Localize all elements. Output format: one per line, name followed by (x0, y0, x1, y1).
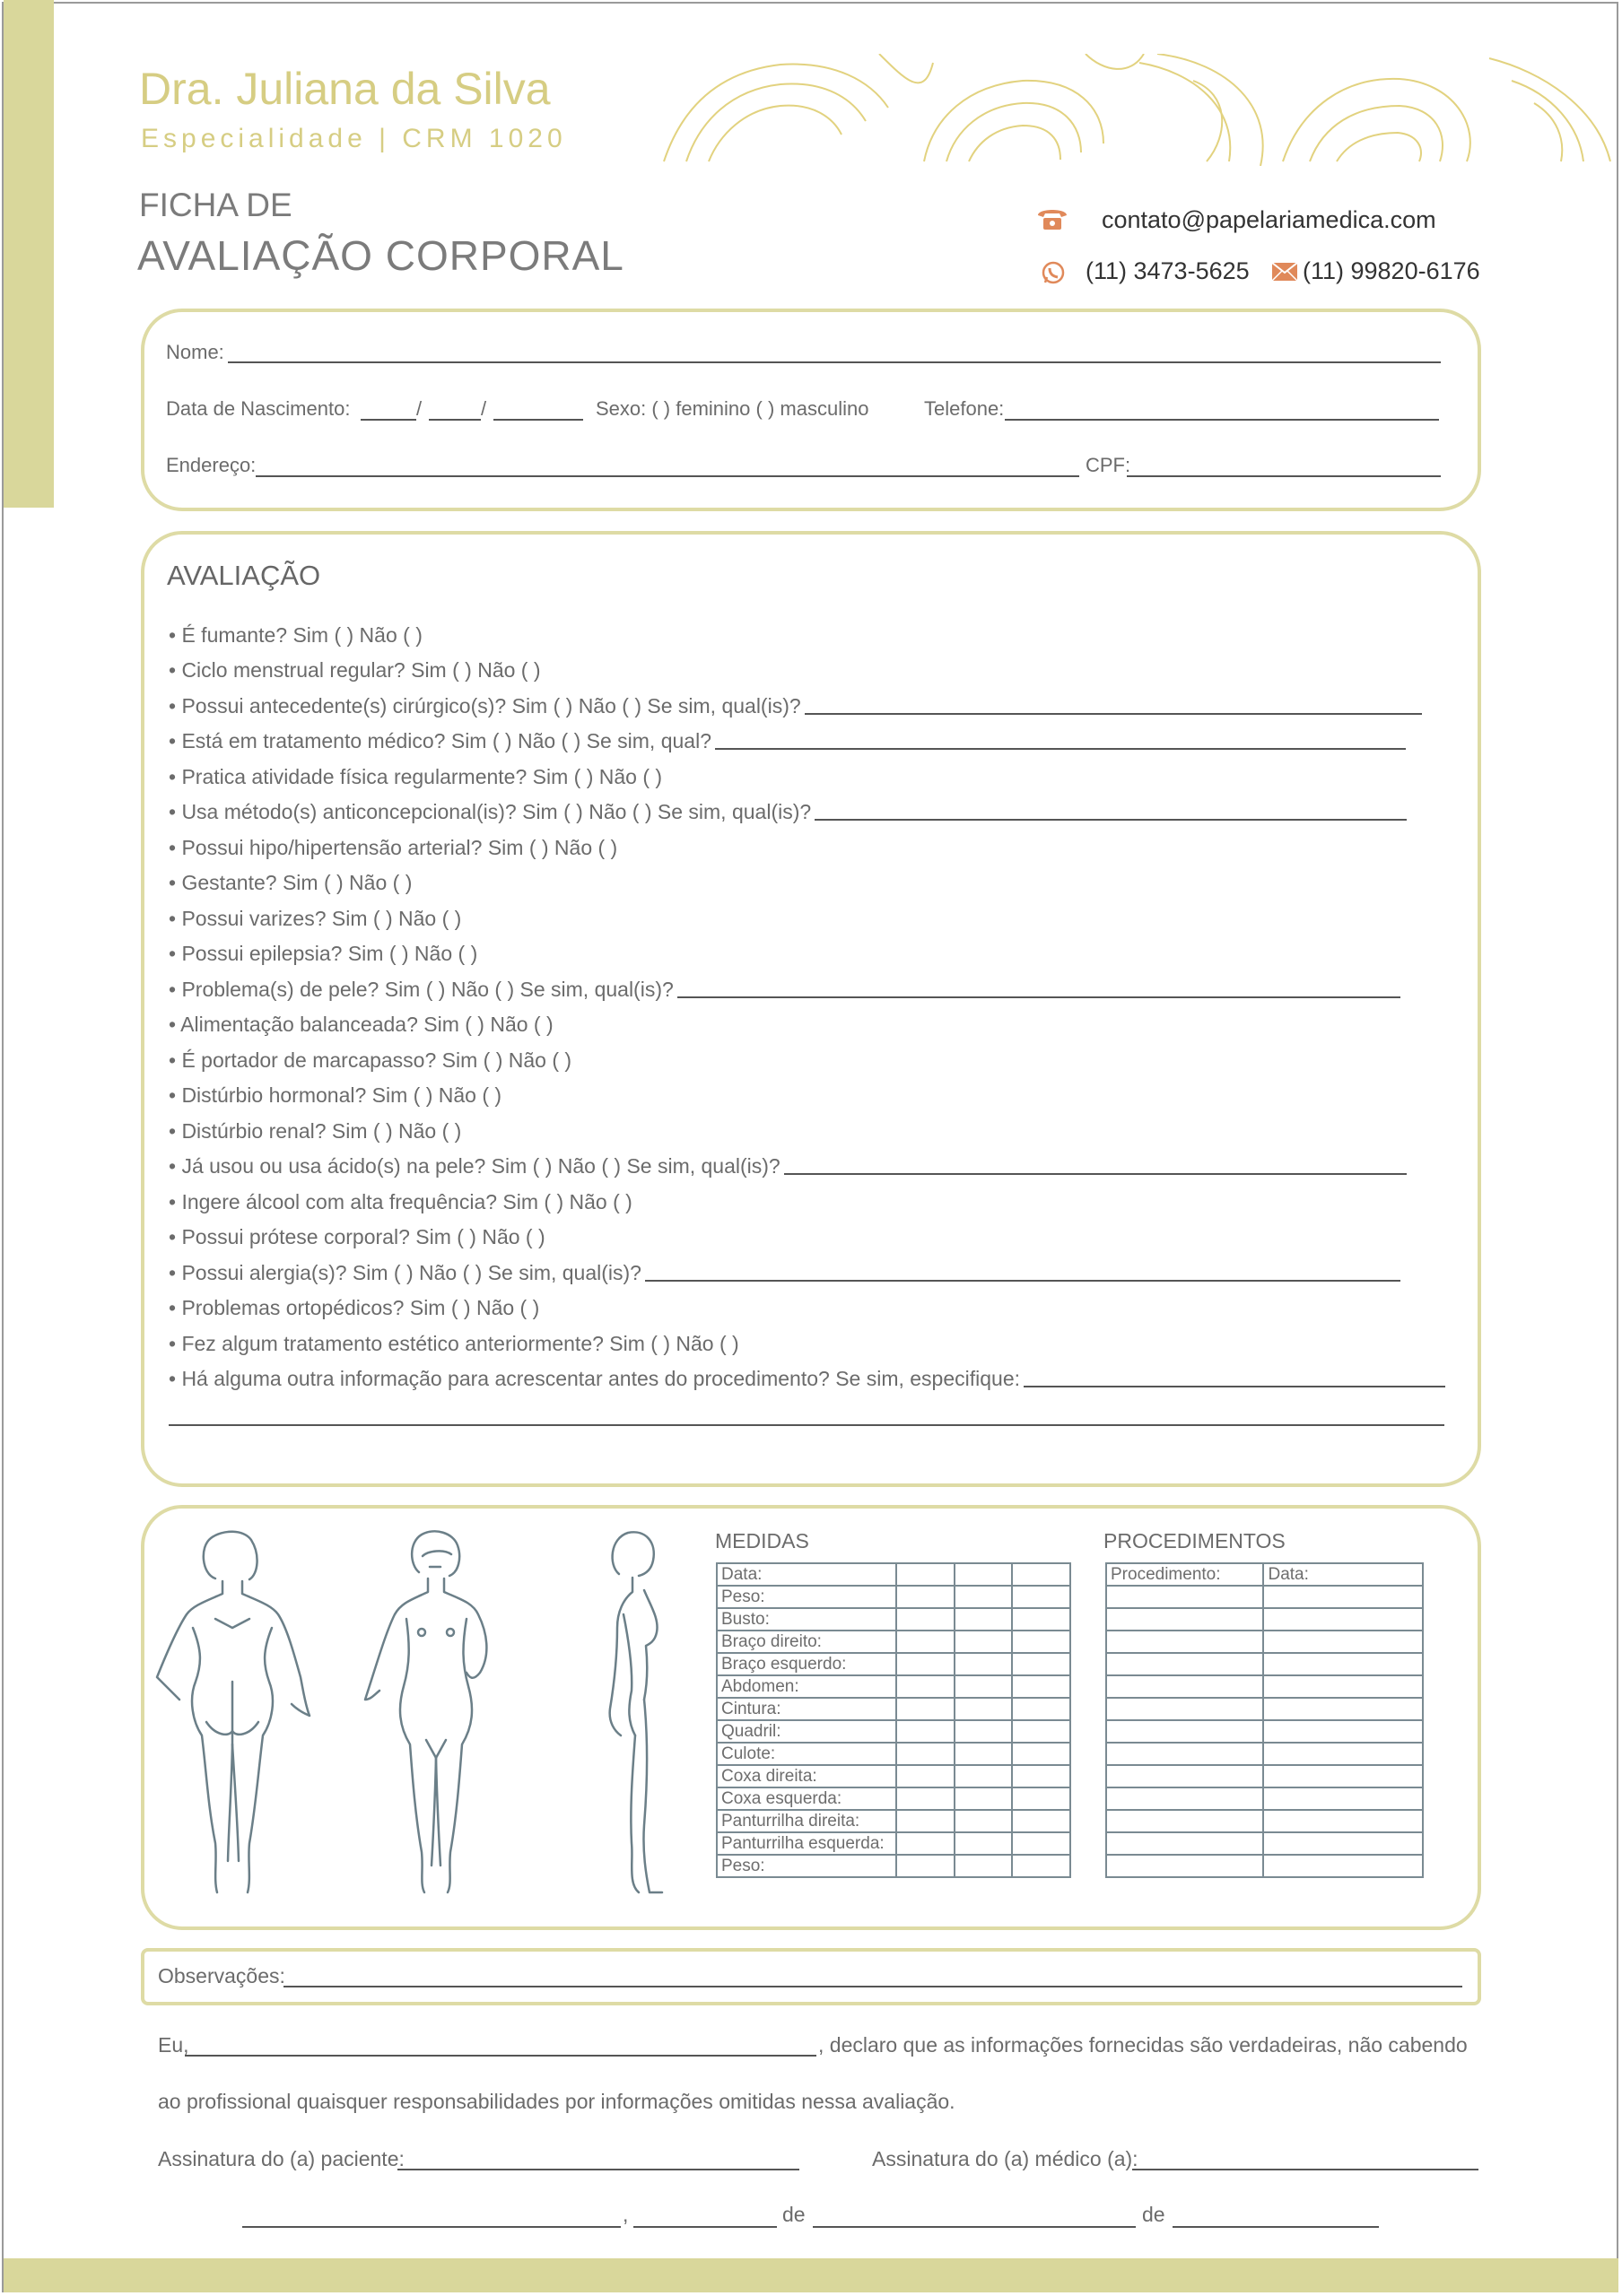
measure-label: Busto: (717, 1608, 896, 1631)
question-surgical-history[interactable]: • Possui antecedente(s) cirúrgico(s)? Sim ( ) Não ( ) Se sim, qual(is)? (169, 694, 1422, 718)
procedure-cell[interactable] (1263, 1586, 1423, 1608)
procedures-row (1106, 1810, 1423, 1832)
measures-table (716, 1562, 1071, 1878)
measure-value-cell[interactable] (955, 1832, 1011, 1855)
measure-value-cell[interactable] (896, 1832, 955, 1855)
date-comma: , (623, 2203, 629, 2226)
measures-row (717, 1586, 1070, 1608)
procedure-cell[interactable] (1106, 1675, 1263, 1698)
measure-value-cell[interactable] (955, 1563, 1011, 1586)
question-hypertension[interactable]: • Possui hipo/hipertensão arterial? Sim ( ) Não ( ) (169, 836, 618, 859)
measure-value-cell[interactable] (1012, 1608, 1070, 1631)
measure-value-cell[interactable] (896, 1720, 955, 1743)
measures-row (717, 1832, 1070, 1855)
measures-row (717, 1810, 1070, 1832)
measures-row (717, 1608, 1070, 1631)
measure-value-cell[interactable] (955, 1810, 1011, 1832)
procedure-cell[interactable] (1106, 1743, 1263, 1765)
name-label: Nome: (166, 341, 224, 363)
procedure-cell[interactable] (1263, 1855, 1423, 1877)
phone-icon (1036, 206, 1068, 231)
measure-label: Data: (717, 1563, 896, 1586)
patient-signature-label: Assinatura do (a) paciente: (158, 2147, 405, 2170)
measure-value-cell[interactable] (896, 1698, 955, 1720)
measure-value-cell[interactable] (955, 1698, 1011, 1720)
answer-line[interactable] (677, 996, 1400, 998)
procedure-cell[interactable] (1263, 1675, 1423, 1698)
answer-line[interactable] (645, 1279, 1400, 1282)
procedures-row (1106, 1586, 1423, 1608)
question-prosthesis[interactable]: • Possui prótese corporal? Sim ( ) Não ( ) (169, 1225, 545, 1248)
measure-value-cell[interactable] (1012, 1586, 1070, 1608)
date-de-1: de (782, 2203, 806, 2226)
measure-value-cell[interactable] (1012, 1832, 1070, 1855)
answer-line[interactable] (805, 712, 1422, 715)
question-skin-problem[interactable]: • Problema(s) de pele? Sim ( ) Não ( ) Se sim, qual(is)? (169, 978, 1400, 1002)
measure-value-cell[interactable] (955, 1743, 1011, 1765)
measure-value-cell[interactable] (1012, 1765, 1070, 1787)
question-physical-activity[interactable]: • Pratica atividade física regularmente? Sim ( ) Não ( ) (169, 765, 663, 788)
procedures-row (1106, 1675, 1423, 1698)
extra-info-line[interactable] (169, 1424, 1444, 1426)
sex-options[interactable]: Sexo: ( ) feminino ( ) masculino (596, 397, 869, 420)
procedure-cell[interactable] (1263, 1698, 1423, 1720)
measure-value-cell[interactable] (896, 1563, 955, 1586)
birth-year-field[interactable] (493, 419, 583, 421)
question-hormonal[interactable]: • Distúrbio hormonal? Sim ( ) Não ( ) (169, 1083, 502, 1107)
question-pregnant[interactable]: • Gestante? Sim ( ) Não ( ) (169, 871, 413, 894)
question-allergy[interactable]: • Possui alergia(s)? Sim ( ) Não ( ) Se sim, qual(is)? (169, 1261, 1400, 1285)
procedures-row (1106, 1608, 1423, 1631)
measure-value-cell[interactable] (1012, 1698, 1070, 1720)
cpf-field[interactable] (1127, 475, 1441, 477)
day-field[interactable] (633, 2226, 777, 2228)
answer-line[interactable] (784, 1172, 1407, 1175)
procedure-cell[interactable] (1263, 1787, 1423, 1810)
declaration-end: , declaro que as informações fornecidas são verdadeiras, não cabendo (818, 2033, 1468, 2057)
city-field[interactable] (242, 2226, 621, 2228)
measure-value-cell[interactable] (1012, 1675, 1070, 1698)
address-label: Endereço: (166, 454, 257, 476)
measure-value-cell[interactable] (896, 1743, 955, 1765)
doctor-name: Dra. Juliana da Silva (139, 64, 551, 114)
year-field[interactable] (1173, 2226, 1379, 2228)
measure-value-cell[interactable] (896, 1855, 955, 1877)
procedure-cell[interactable] (1263, 1720, 1423, 1743)
measure-value-cell[interactable] (955, 1608, 1011, 1631)
question-menstrual-cycle[interactable]: • Ciclo menstrual regular? Sim ( ) Não ( ) (169, 658, 541, 682)
procedure-cell[interactable] (1106, 1832, 1263, 1855)
question-contraceptive[interactable]: • Usa método(s) anticoncepcional(is)? Sim ( ) Não ( ) Se sim, qual(is)? (169, 800, 1407, 824)
measure-label: Peso: (717, 1855, 896, 1877)
date-de-2: de (1142, 2203, 1165, 2226)
observations-field[interactable] (283, 1986, 1462, 1987)
procedure-cell[interactable] (1106, 1586, 1263, 1608)
declaration-start: Eu, (158, 2033, 189, 2057)
side-accent-bar (4, 0, 54, 508)
contact-mobile: (11) 99820-6176 (1303, 257, 1480, 284)
measure-value-cell[interactable] (896, 1631, 955, 1653)
question-varicose[interactable]: • Possui varizes? Sim ( ) Não ( ) (169, 907, 462, 930)
contact-phone: (11) 3473-5625 (1086, 257, 1250, 284)
procedure-cell[interactable] (1263, 1653, 1423, 1675)
cpf-label: CPF: (1086, 454, 1131, 476)
month-field[interactable] (813, 2226, 1136, 2228)
patient-signature-field[interactable] (397, 2169, 799, 2170)
procedure-cell[interactable] (1106, 1810, 1263, 1832)
question-pacemaker[interactable]: • É portador de marcapasso? Sim ( ) Não ( ) (169, 1048, 572, 1072)
procedures-row (1106, 1653, 1423, 1675)
address-field[interactable] (256, 475, 1079, 477)
measure-value-cell[interactable] (896, 1675, 955, 1698)
doctor-signature-label: Assinatura do (a) médico (a): (872, 2147, 1138, 2170)
procedure-cell[interactable] (1263, 1810, 1423, 1832)
measure-label: Culote: (717, 1743, 896, 1765)
procedure-cell[interactable] (1106, 1787, 1263, 1810)
measure-label: Cintura: (717, 1698, 896, 1720)
question-medical-treatment[interactable]: • Está em tratamento médico? Sim ( ) Não ( ) Se sim, qual? (169, 729, 1406, 753)
procedures-row (1106, 1698, 1423, 1720)
form-kicker: FICHA DE (139, 187, 292, 223)
phone-field[interactable] (1005, 419, 1439, 421)
doctor-specialty: Especialidade | CRM 1020 (141, 124, 567, 153)
measure-label: Braço esquerdo: (717, 1653, 896, 1675)
birth-month-field[interactable] (429, 419, 481, 421)
body-side-figure (592, 1529, 700, 1906)
procedures-row (1106, 1787, 1423, 1810)
measures-row (717, 1765, 1070, 1787)
measure-value-cell[interactable] (1012, 1653, 1070, 1675)
procedure-cell[interactable] (1106, 1720, 1263, 1743)
measures-row (717, 1675, 1070, 1698)
question-aesthetic-treatment[interactable]: • Fez algum tratamento estético anteriormente? Sim ( ) Não ( ) (169, 1332, 739, 1355)
birth-separator: / (416, 397, 423, 420)
question-renal[interactable]: • Distúrbio renal? Sim ( ) Não ( ) (169, 1119, 462, 1143)
mail-icon (1272, 263, 1297, 281)
procedures-row (1106, 1832, 1423, 1855)
measures-row (717, 1698, 1070, 1720)
measure-label: Braço direito: (717, 1631, 896, 1653)
form-title: AVALIAÇÃO CORPORAL (137, 232, 624, 279)
measure-value-cell[interactable] (896, 1765, 955, 1787)
measure-label: Peso: (717, 1586, 896, 1608)
procedures-col-procedure: Procedimento: (1106, 1563, 1263, 1586)
phone-label: Telefone: (924, 397, 1005, 420)
topographic-pattern (655, 54, 1619, 166)
measure-value-cell[interactable] (955, 1586, 1011, 1608)
answer-line[interactable] (815, 818, 1407, 821)
procedures-table (1105, 1562, 1424, 1878)
measure-value-cell[interactable] (1012, 1743, 1070, 1765)
procedure-cell[interactable] (1106, 1653, 1263, 1675)
measures-row (717, 1787, 1070, 1810)
measures-row (717, 1720, 1070, 1743)
measure-value-cell[interactable] (955, 1787, 1011, 1810)
measure-value-cell[interactable] (896, 1787, 955, 1810)
question-epilepsy[interactable]: • Possui epilepsia? Sim ( ) Não ( ) (169, 942, 478, 965)
measure-value-cell[interactable] (1012, 1855, 1070, 1877)
birth-day-field[interactable] (361, 419, 416, 421)
measures-row (717, 1855, 1070, 1877)
question-alcohol[interactable]: • Ingere álcool com alta frequência? Sim ( ) Não ( ) (169, 1190, 632, 1213)
declaration-name-field[interactable] (185, 2055, 816, 2057)
evaluation-title: AVALIAÇÃO (167, 560, 321, 591)
procedure-cell[interactable] (1263, 1631, 1423, 1653)
birth-separator: / (481, 397, 487, 420)
question-other-info[interactable]: • Há alguma outra informação para acrescentar antes do procedimento? Se sim, especifique: (169, 1367, 1445, 1391)
observations-box (141, 1948, 1481, 2005)
measure-label: Abdomen: (717, 1675, 896, 1698)
measure-label: Panturrilha direita: (717, 1810, 896, 1832)
whatsapp-icon (1041, 260, 1066, 285)
measure-value-cell[interactable] (896, 1653, 955, 1675)
measures-row (717, 1631, 1070, 1653)
procedure-cell[interactable] (1263, 1832, 1423, 1855)
measure-label: Quadril: (717, 1720, 896, 1743)
procedure-cell[interactable] (1106, 1608, 1263, 1631)
procedures-row (1106, 1631, 1423, 1653)
procedure-cell[interactable] (1263, 1765, 1423, 1787)
measure-value-cell[interactable] (896, 1810, 955, 1832)
measure-value-cell[interactable] (955, 1855, 1011, 1877)
procedure-cell[interactable] (1106, 1631, 1263, 1653)
measure-label: Coxa direita: (717, 1765, 896, 1787)
observations-label: Observações: (158, 1964, 285, 1987)
procedures-row (1106, 1743, 1423, 1765)
procedures-row (1106, 1855, 1423, 1877)
procedure-cell[interactable] (1263, 1743, 1423, 1765)
question-smoker[interactable]: • É fumante? Sim ( ) Não ( ) (169, 623, 423, 647)
measure-value-cell[interactable] (896, 1608, 955, 1631)
measures-row (717, 1653, 1070, 1675)
measure-value-cell[interactable] (1012, 1563, 1070, 1586)
measure-value-cell[interactable] (1012, 1810, 1070, 1832)
doctor-signature-field[interactable] (1132, 2169, 1478, 2170)
measure-value-cell[interactable] (955, 1653, 1011, 1675)
measure-value-cell[interactable] (896, 1586, 955, 1608)
procedure-cell[interactable] (1106, 1765, 1263, 1787)
measure-value-cell[interactable] (955, 1631, 1011, 1653)
measure-value-cell[interactable] (1012, 1720, 1070, 1743)
procedure-cell[interactable] (1106, 1855, 1263, 1877)
declaration-line2: ao profissional quaisquer responsabilidades por informações omitidas nessa avaliação. (158, 2090, 955, 2113)
procedures-row (1106, 1765, 1423, 1787)
measure-label: Panturrilha esquerda: (717, 1832, 896, 1855)
procedures-col-date: Data: (1263, 1563, 1423, 1586)
measures-row (717, 1743, 1070, 1765)
answer-line[interactable] (715, 747, 1406, 750)
body-back-figure (153, 1529, 314, 1906)
body-front-figure (354, 1529, 516, 1906)
procedures-row (1106, 1720, 1423, 1743)
question-diet[interactable]: • Alimentação balanceada? Sim ( ) Não ( ) (169, 1013, 554, 1036)
procedure-cell[interactable] (1106, 1698, 1263, 1720)
measures-title: MEDIDAS (715, 1529, 809, 1552)
question-orthopedic[interactable]: • Problemas ortopédicos? Sim ( ) Não ( ) (169, 1296, 540, 1319)
procedure-cell[interactable] (1263, 1608, 1423, 1631)
question-skin-acid[interactable]: • Já usou ou usa ácido(s) na pele? Sim ( ) Não ( ) Se sim, qual(is)? (169, 1154, 1407, 1178)
measure-label: Coxa esquerda: (717, 1787, 896, 1810)
measure-value-cell[interactable] (1012, 1787, 1070, 1810)
procedures-header-row (1106, 1563, 1423, 1586)
birth-label: Data de Nascimento: (166, 397, 351, 420)
bottom-accent-bar (4, 2258, 1618, 2292)
measure-value-cell[interactable] (955, 1765, 1011, 1787)
measures-row (717, 1563, 1070, 1586)
measure-value-cell[interactable] (955, 1675, 1011, 1698)
procedures-title: PROCEDIMENTOS (1103, 1529, 1286, 1552)
answer-line[interactable] (1024, 1385, 1445, 1387)
name-field[interactable] (228, 361, 1441, 363)
measure-value-cell[interactable] (1012, 1631, 1070, 1653)
measure-value-cell[interactable] (955, 1720, 1011, 1743)
contact-email: contato@papelariamedica.com (1102, 206, 1436, 233)
